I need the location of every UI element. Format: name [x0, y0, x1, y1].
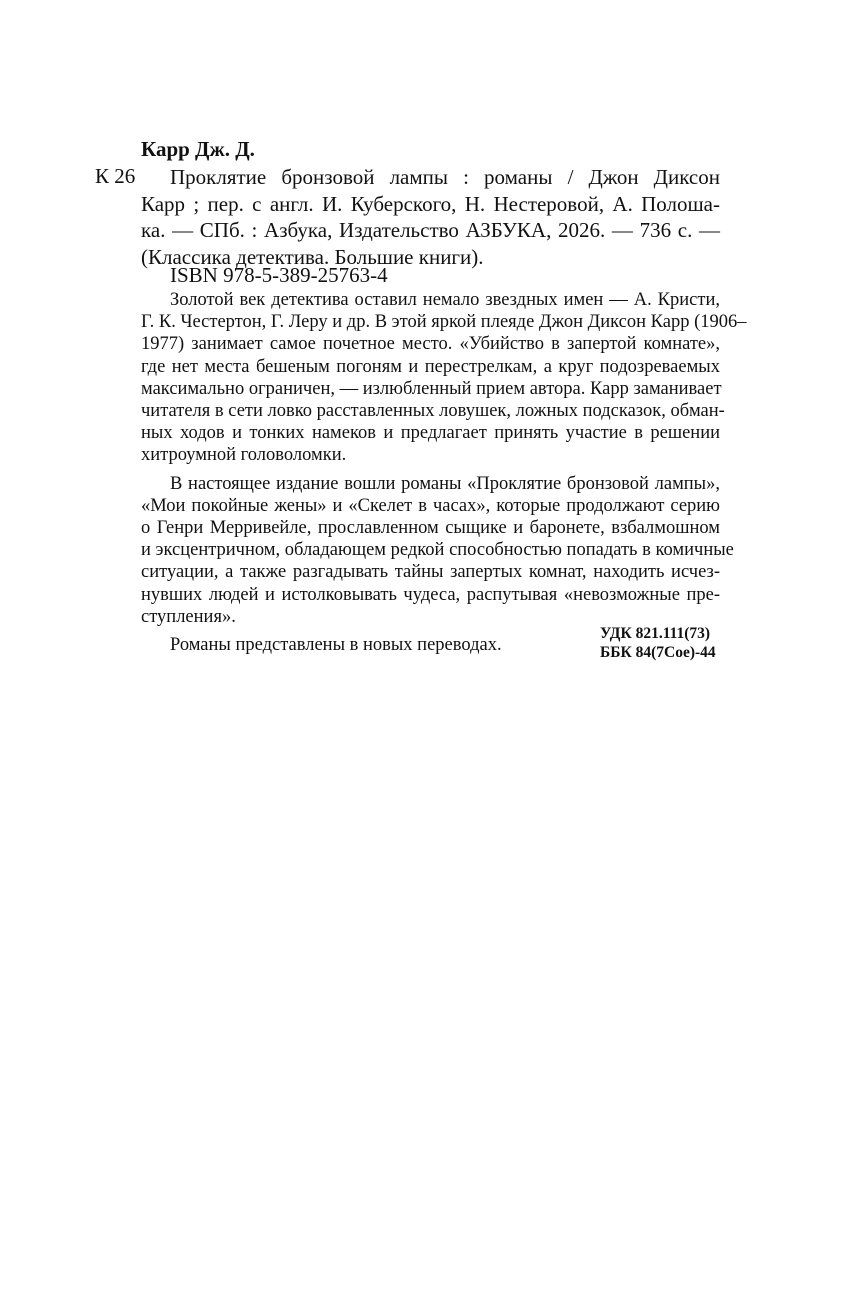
- annotation-line: хитроумной головоломки.: [141, 445, 347, 466]
- annotation-line: Золотой век детектива оставил немало звездных имен — А. Кристи,: [170, 290, 720, 310]
- biblio-line: Проклятие бронзовой лампы : романы / Джон Диксон: [170, 165, 720, 189]
- udk-index: УДК 821.111(73): [600, 625, 711, 642]
- annotation-line: где нет места бешеным погоням и перестрелкам, а круг подозреваемых: [141, 356, 720, 377]
- annotation-line: Романы представлены в новых переводах.: [170, 635, 502, 656]
- biblio-line: ка. — СПб. : Азбука, Издательство АЗБУКА, 2026. — 736 с. —: [141, 218, 720, 242]
- annotation: [141, 289, 747, 656]
- annotation-line: нувших людей и истолковывать чудеса, распутывая «невозможные пре-: [141, 584, 720, 605]
- isbn: ISBN 978-5-389-25763-4: [170, 263, 388, 287]
- annotation-line: В настоящее издание вошли романы «Проклятие бронзовой лампы»,: [170, 473, 720, 494]
- annotation-line: ных ходов и тонких намеков и предлагает принять участие в решении: [141, 423, 720, 444]
- annotation-line: ступления».: [141, 606, 236, 627]
- bbk-index: ББК 84(7Сое)-44: [600, 644, 716, 661]
- annotation-line: «Мои покойные жены» и «Скелет в часах», которые продолжают серию: [141, 495, 720, 516]
- annotation-line: 1977) занимает самое почетное место. «Убийство в запертой комнате»,: [141, 334, 720, 355]
- bibliographic-description: [141, 164, 720, 270]
- biblio-line: Карр ; пер. с англ. И. Куберского, Н. Нестеровой, А. Полоша-: [141, 191, 720, 216]
- classification-indices: [600, 624, 716, 662]
- annotation-line: Г. К. Честертон, Г. Леру и др. В этой яркой плеяде Джон Диксон Карр (1906–: [141, 312, 747, 333]
- biblio-line: (Классика детектива. Большие книги).: [141, 244, 484, 269]
- annotation-line: о Генри Мерривейле, прославленном сыщике и баронете, взбалмошном: [141, 518, 720, 539]
- annotation-line: максимально ограничен, — излюбленный прием автора. Карр заманивает: [141, 378, 722, 399]
- author-sign-code: К 26: [95, 164, 136, 188]
- annotation-line: и эксцентричном, обладающем редкой способностью попадать в комичные: [141, 540, 734, 561]
- annotation-line: читателя в сети ловко расставленных ловушек, ложных подсказок, обман-: [141, 401, 725, 422]
- annotation-line: ситуации, а также разгадывать тайны запертых комнат, находить исчез-: [141, 562, 720, 583]
- author-heading: Карр Дж. Д.: [141, 137, 255, 161]
